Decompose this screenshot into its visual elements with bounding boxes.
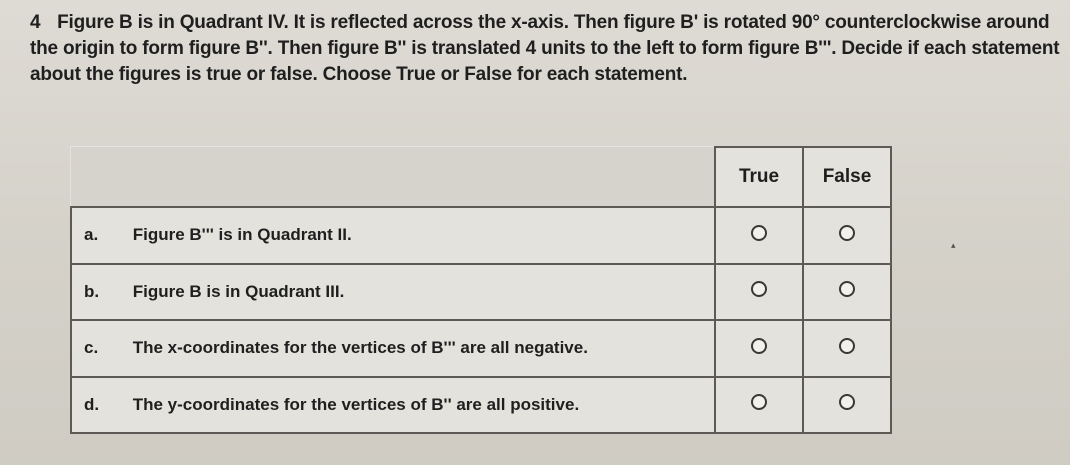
table-row <box>71 207 891 264</box>
table-row <box>71 320 891 377</box>
false-radio[interactable] <box>839 225 855 241</box>
true-radio[interactable] <box>751 281 767 297</box>
header-blank-cell <box>71 147 715 207</box>
statement-text: Figure B''' is in Quadrant II. <box>132 225 352 245</box>
true-option-cell <box>715 207 803 264</box>
table-header-row <box>71 147 891 207</box>
statement-cell <box>71 377 715 434</box>
false-column-header: False <box>803 147 891 207</box>
statement-letter: b. <box>84 281 100 301</box>
false-radio[interactable] <box>839 281 855 297</box>
statement-letter: c. <box>84 338 99 358</box>
true-radio[interactable] <box>751 394 767 410</box>
false-option-cell <box>803 377 891 434</box>
statement-cell <box>71 320 715 377</box>
table-row <box>71 377 891 434</box>
table-row <box>71 264 891 321</box>
true-option-cell <box>715 264 803 321</box>
true-radio[interactable] <box>751 225 767 241</box>
false-radio[interactable] <box>839 338 855 354</box>
statement-letter: a. <box>84 225 99 245</box>
statement-cell <box>71 264 715 321</box>
question-number: 4 <box>30 12 41 33</box>
question-text: Figure B is in Quadrant IV. It is reflected across the x-axis. Then figure B' is rotated 90° counterclockwise around the origin to form figure B''. Then figure B'' is translated 4 units to the left to form figure B'''. Decide if each statement about the figures is true or false. Choose True or False for each statement. <box>30 12 1060 85</box>
false-option-cell <box>803 264 891 321</box>
statement-text: The y-coordinates for the vertices of B'' are all positive. <box>132 394 580 414</box>
statement-text: Figure B is in Quadrant III. <box>132 281 345 301</box>
false-option-cell <box>803 320 891 377</box>
stray-pen-mark-icon: ▴ <box>951 240 956 250</box>
statement-letter: d. <box>84 394 100 414</box>
true-false-table <box>70 146 892 434</box>
true-option-cell <box>715 320 803 377</box>
true-column-header: True <box>715 147 803 207</box>
statement-text: The x-coordinates for the vertices of B''' are all negative. <box>132 338 588 358</box>
true-radio[interactable] <box>751 338 767 354</box>
statement-cell <box>71 207 715 264</box>
true-option-cell <box>715 377 803 434</box>
false-radio[interactable] <box>839 394 855 410</box>
question-prompt <box>30 10 1060 88</box>
false-option-cell <box>803 207 891 264</box>
